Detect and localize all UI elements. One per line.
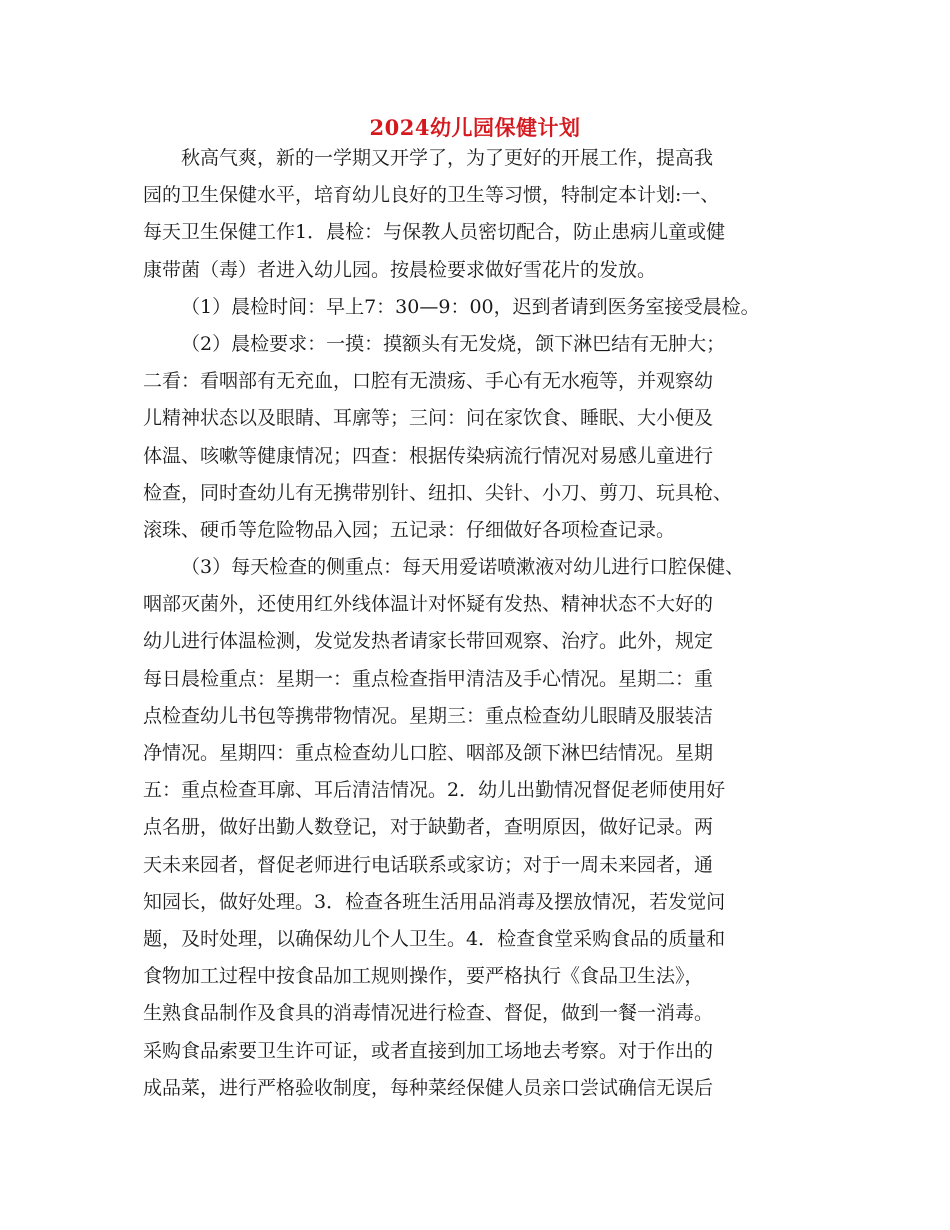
text-line: （1）晨检时间：早上7：30—9：00，迟到者请到医务室接受晨检。 (181, 295, 760, 318)
text-line: 知园长，做好处理。3．检查各班生活用品消毒及摆放情况，若发觉问 (143, 890, 726, 913)
text-line: 每日晨检重点：星期一：重点检查指甲清洁及手心情况。星期二：重 (143, 667, 714, 690)
text-line: 成品菜，进行严格验收制度，每种菜经保健人员亲口尝试确信无误后 (143, 1076, 714, 1099)
text-line: 秋高气爽，新的一学期又开学了，为了更好的开展工作，提高我 (181, 147, 714, 169)
text-line: 检查，同时查幼儿有无携带别针、纽扣、尖针、小刀、剪刀、玩具枪、 (143, 481, 733, 504)
document-body (143, 140, 833, 1107)
text-line: 园的卫生保健水平，培育幼儿良好的卫生等习惯，特制定本计划:一、 (143, 184, 720, 207)
text-line: 采购食品索要卫生许可证，或者直接到加工场地去考察。对于作出的 (143, 1039, 714, 1062)
text-line: 点检查幼儿书包等携带物情况。星期三：重点检查幼儿眼睛及服装洁 (143, 704, 714, 727)
text-line: （3）每天检查的侧重点：每天用爱诺喷漱液对幼儿进行口腔保健、 (181, 556, 745, 579)
text-line: 体温、咳嗽等健康情况；四查：根据传染病流行情况对易感儿童进行 (143, 444, 714, 467)
text-line: 天未来园者，督促老师进行电话联系或家访；对于一周未来园者，通 (143, 853, 714, 876)
text-line: 咽部灭菌外，还使用红外线体温计对怀疑有发热、精神状态不大好的 (143, 593, 714, 616)
text-line: 生熟食品制作及食具的消毒情况进行检查、督促，做到一餐一消毒。 (143, 1002, 714, 1025)
text-line: 点名册，做好出勤人数登记，对于缺勤者，查明原因，做好记录。两 (143, 816, 714, 839)
text-line: 净情况。星期四：重点检查幼儿口腔、咽部及颌下淋巴结情况。星期 (143, 742, 714, 764)
text-line: 题，及时处理，以确保幼儿个人卫生。4．检查食堂采购食品的质量和 (143, 927, 726, 950)
document-title: 2024幼儿园保健计划 (369, 115, 581, 140)
text-line: 幼儿进行体温检测，发觉发热者请家长带回观察、治疗。此外，规定 (143, 630, 714, 653)
text-line: 食物加工过程中按食品加工规则操作，要严格执行《食品卫生法》， (143, 965, 704, 988)
text-line: 二看：看咽部有无充血，口腔有无溃疡、手心有无水疱等，并观察幼 (143, 370, 714, 393)
text-line: （2）晨检要求：一摸：摸额头有无发烧，颌下淋巴结有无肿大； (181, 332, 726, 355)
text-line: 每天卫生保健工作1．晨检：与保教人员密切配合，防止患病儿童或健 (143, 221, 726, 244)
text-line: 儿精神状态以及眼睛、耳廓等；三问：问在家饮食、睡眠、大小便及 (143, 407, 714, 430)
text-line: 滚珠、硬币等危险物品入园；五记录：仔细做好各项检查记录。 (143, 518, 676, 541)
text-line: 五：重点检查耳廓、耳后清洁情况。2．幼儿出勤情况督促老师使用好 (143, 779, 726, 802)
text-line: 康带菌（毒）者进入幼儿园。按晨检要求做好雪花片的发放。 (143, 258, 657, 281)
